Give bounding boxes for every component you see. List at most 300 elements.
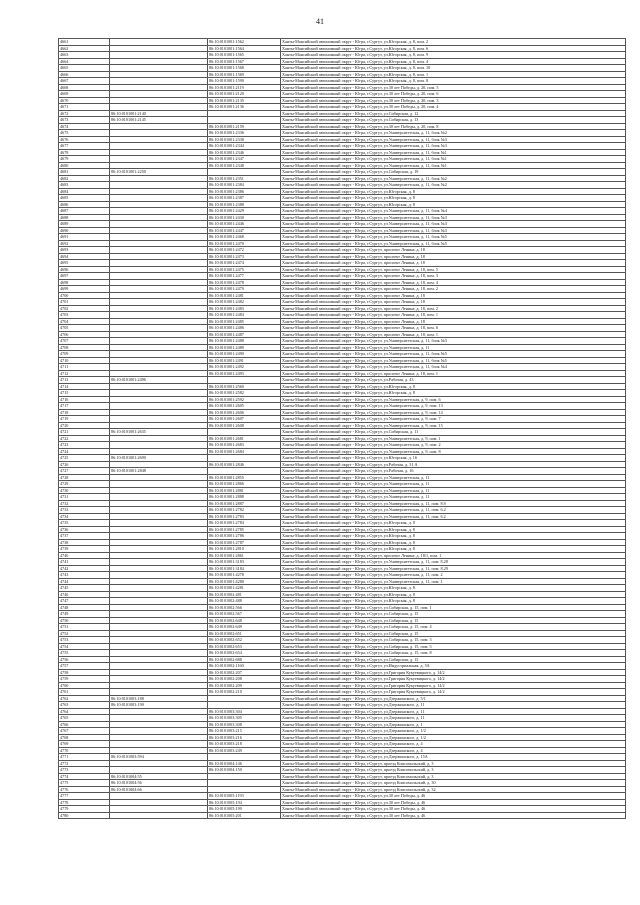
room-cadastral-number: 86:10:0101001:4278 <box>208 572 281 579</box>
row-number: 4726 <box>59 461 110 468</box>
row-number: 4712 <box>59 370 110 377</box>
room-cadastral-number: 86:10:0101001:2484 <box>208 312 281 319</box>
row-number: 4738 <box>59 539 110 546</box>
room-cadastral-number: 86:10:0101001:2784 <box>208 520 281 527</box>
building-cadastral-number: 86:10:0101003:188 <box>110 695 208 702</box>
address: Ханты-Мансийский автономный округ - Югра, г.Сургут, ул.Сибирская, д. 12 <box>281 110 626 117</box>
room-cadastral-number: 86:10:0101001:2388 <box>208 201 281 208</box>
row-number: 4729 <box>59 481 110 488</box>
room-cadastral-number: 86:10:0101001:2881 <box>208 487 281 494</box>
building-cadastral-number: 86:10:0101003:190 <box>110 702 208 709</box>
building-cadastral-number: 86:10:0101001:2848 <box>110 468 208 475</box>
row-number: 4715 <box>59 390 110 397</box>
room-cadastral-number: 86:10:0101001:2487 <box>208 331 281 338</box>
row-number: 4742 <box>59 565 110 572</box>
address: Ханты-Мансийский автономный округ - Югра, г.Сургут, ул.Университетская, д. 11, блок №5 <box>281 357 626 364</box>
building-cadastral-number: 86:10:0101004:56 <box>110 780 208 787</box>
address: Ханты-Мансийский автономный округ - Югра, г.Сургут, ул.Университетская, д. 11, блок №5 <box>281 234 626 241</box>
address: Ханты-Мансийский автономный округ - Югра, г.Сургут, проспект Ленина, д. 18 <box>281 292 626 299</box>
address: Ханты-Мансийский автономный округ - Югра, г.Сургут, ул.Югорская, д. 8 <box>281 591 626 598</box>
room-cadastral-number: 86:10:0101005:199 <box>208 806 281 813</box>
building-cadastral-number: 86:10:0101001:2690 <box>110 455 208 462</box>
row-number: 4761 <box>59 689 110 696</box>
room-cadastral-number: 86:10:0101001:2582 <box>208 390 281 397</box>
address: Ханты-Мансийский автономный округ - Югра, г.Сургут, ул.Университетская, д. 11, блок №5 <box>281 351 626 358</box>
address: Ханты-Мансийский автономный округ - Югра, г.Сургут, ул.Югорская, д. 8 <box>281 188 626 195</box>
room-cadastral-number: 86:10:0101002:648 <box>208 617 281 624</box>
address: Ханты-Мансийский автономный округ - Югра, г.Сургут, ул.Университетская, д. 11, пом. 6.2 <box>281 513 626 520</box>
room-cadastral-number: 86:10:0101001:2786 <box>208 533 281 540</box>
room-cadastral-number: 86:10:0101001:2429 <box>208 208 281 215</box>
address: Ханты-Мансийский автономный округ - Югра, г.Сургут, ул.Рабочая, д. 16 <box>281 468 626 475</box>
row-number: 4716 <box>59 396 110 403</box>
row-number: 4680 <box>59 162 110 169</box>
room-cadastral-number: 86:10:0101001:2810 <box>208 546 281 553</box>
row-number: 4668 <box>59 84 110 91</box>
address: Ханты-Мансийский автономный округ - Югра, г.Сургут, ул.Индустриальная, д. 5А <box>281 663 626 670</box>
row-number: 4670 <box>59 97 110 104</box>
room-cadastral-number: 86:10:0101002:210 <box>208 689 281 696</box>
room-cadastral-number: 86:10:0101001:2493 <box>208 370 281 377</box>
room-cadastral-number: 86:10:0101001:2785 <box>208 526 281 533</box>
row-number: 4771 <box>59 754 110 761</box>
row-number: 4762 <box>59 695 110 702</box>
row-number: 4756 <box>59 656 110 663</box>
room-cadastral-number: 86:10:0101003:305 <box>208 715 281 722</box>
address: Ханты-Мансийский автономный округ - Югра, г.Сургут, ул.Университетская, д. 11, блок №5 <box>281 240 626 247</box>
address: Ханты-Мансийский автономный округ - Югра, г.Сургут, ул.Университетская, д. 11, блок №2 <box>281 175 626 182</box>
room-cadastral-number: 86:10:0101001:2136 <box>208 104 281 111</box>
address: Ханты-Мансийский автономный округ - Югра, г.Сургут, ул.Университетская, д. 11 <box>281 344 626 351</box>
row-number: 4707 <box>59 338 110 345</box>
address: Ханты-Мансийский автономный округ - Югра, г.Сургут, ул.30 лет Победы, д. 20, пом. 8 <box>281 123 626 130</box>
room-cadastral-number: 86:10:0101001:2490 <box>208 351 281 358</box>
address: Ханты-Мансийский автономный округ - Югра, г.Сургут, ул.Югорская, д. 8, пом. 8 <box>281 78 626 85</box>
address: Ханты-Мансийский автономный округ - Югра, г.Сургут, ул.Университетская, д. 9, пом. 7 <box>281 416 626 423</box>
table-row <box>59 812 626 819</box>
row-number: 4770 <box>59 747 110 754</box>
room-cadastral-number: 86:10:0101001:4281 <box>208 585 281 592</box>
row-number: 4780 <box>59 812 110 819</box>
room-cadastral-number: 86:10:0101002:208 <box>208 676 281 683</box>
address: Ханты-Мансийский автономный округ - Югра, г.Сургут, ул.Университетская, д. 11, блок №2 <box>281 182 626 189</box>
room-cadastral-number: 86:10:0101003:304 <box>208 708 281 715</box>
address: Ханты-Мансийский автономный округ - Югра, г.Сургут, проезд Комсомольский, д. 32 <box>281 786 626 793</box>
building-cadastral-number: 86:10:0101004:66 <box>110 786 208 793</box>
address: Ханты-Мансийский автономный округ - Югра, г.Сургут, ул.Дзержинского, д. 1/2 <box>281 728 626 735</box>
address: Ханты-Мансийский автономный округ - Югра, г.Сургут, ул.Дзержинского, д. 1/2 <box>281 734 626 741</box>
address: Ханты-Мансийский автономный округ - Югра, г.Сургут, ул.Сибирская, д. 19 <box>281 169 626 176</box>
row-number: 4696 <box>59 266 110 273</box>
room-cadastral-number: 86:10:0101005:1193 <box>208 793 281 800</box>
address: Ханты-Мансийский автономный округ - Югра, г.Сургут, проспект Ленина, д. 18, пом. 2 <box>281 286 626 293</box>
row-number: 4739 <box>59 546 110 553</box>
room-cadastral-number: 86:10:0101002:653 <box>208 643 281 650</box>
building-cadastral-number: 86:10:0101001:2140 <box>110 110 208 117</box>
room-cadastral-number: 86:10:0101001:2787 <box>208 539 281 546</box>
room-cadastral-number: 86:10:0101001:2474 <box>208 260 281 267</box>
address: Ханты-Мансийский автономный округ - Югра, г.Сургут, ул.Университетская, д. 11, блок №3 <box>281 136 626 143</box>
address: Ханты-Мансийский автономный округ - Югра, г.Сургут, ул.Сибирская, д. 15 <box>281 611 626 618</box>
address: Ханты-Мансийский автономный округ - Югра, г.Сургут, ул.Югорская, д. 8, пом. 1 <box>281 71 626 78</box>
row-number: 4679 <box>59 156 110 163</box>
address: Ханты-Мансийский автономный округ - Югра, г.Сургут, ул.Югорская, д. 8, пом. 9 <box>281 52 626 59</box>
row-number: 4766 <box>59 721 110 728</box>
building-cadastral-number: 86:10:0101001:2496 <box>110 377 208 384</box>
row-number: 4682 <box>59 175 110 182</box>
address: Ханты-Мансийский автономный округ - Югра, г.Сургут, ул.30 лет Победы, д. 20, пом. 4 <box>281 104 626 111</box>
row-number: 4676 <box>59 136 110 143</box>
row-number: 4713 <box>59 377 110 384</box>
row-number: 4734 <box>59 513 110 520</box>
room-cadastral-number: 86:10:0101001:2861 <box>208 552 281 559</box>
room-cadastral-number: 86:10:0101001:2560 <box>208 383 281 390</box>
building-cadastral-number: 86:10:0101001:2145 <box>110 117 208 124</box>
row-number: 4747 <box>59 598 110 605</box>
room-cadastral-number: 86:10:0101002:481 <box>208 591 281 598</box>
address: Ханты-Мансийский автономный округ - Югра, г.Сургут, ул.Университетская, д. 9, пом. 13 <box>281 403 626 410</box>
row-number: 4728 <box>59 474 110 481</box>
row-number: 4693 <box>59 247 110 254</box>
building-cadastral-number: 86:10:0101003:594 <box>110 754 208 761</box>
row-number: 4714 <box>59 383 110 390</box>
row-number: 4760 <box>59 682 110 689</box>
row-number: 4688 <box>59 214 110 221</box>
address: Ханты-Мансийский автономный округ - Югра, г.Сургут, ул.Сибирская, д. 15 <box>281 617 626 624</box>
address: Ханты-Мансийский автономный округ - Югра, г.Сургут, ул.Дзержинского, д. 1 <box>281 721 626 728</box>
row-number: 4671 <box>59 104 110 111</box>
address: Ханты-Мансийский автономный округ - Югра, г.Сургут, ул.Дзержинского, д. 11 <box>281 715 626 722</box>
row-number: 4700 <box>59 292 110 299</box>
row-number: 4774 <box>59 773 110 780</box>
room-cadastral-number: 86:10:0101001:2607 <box>208 416 281 423</box>
row-number: 4769 <box>59 741 110 748</box>
room-cadastral-number: 86:10:0101001:2592 <box>208 396 281 403</box>
room-cadastral-number: 86:10:0101002:652 <box>208 637 281 644</box>
room-cadastral-number: 86:10:0101001:2681 <box>208 435 281 442</box>
address: Ханты-Мансийский автономный округ - Югра, г.Сургут, ул.Университетская, д. 11 <box>281 481 626 488</box>
row-number: 4719 <box>59 416 110 423</box>
address: Ханты-Мансийский автономный округ - Югра, г.Сургут, ул.Университетская, д. 11 <box>281 474 626 481</box>
row-number: 4778 <box>59 799 110 806</box>
address: Ханты-Мансийский автономный округ - Югра, г.Сургут, проезд Комсомольский, д. 3 <box>281 767 626 774</box>
room-cadastral-number: 86:10:0101001:2472 <box>208 247 281 254</box>
room-cadastral-number: 86:10:0101001:2478 <box>208 279 281 286</box>
room-cadastral-number: 86:10:0101001:2473 <box>208 253 281 260</box>
address: Ханты-Мансийский автономный округ - Югра, г.Сургут, проспект Ленина, д. 18, пом. 1 <box>281 331 626 338</box>
row-number: 4683 <box>59 182 110 189</box>
row-number: 4736 <box>59 526 110 533</box>
row-number: 4748 <box>59 604 110 611</box>
room-cadastral-number: 86:10:0101001:2855 <box>208 474 281 481</box>
address: Ханты-Мансийский автономный округ - Югра, г.Сургут, ул.Югорская, д. 8 <box>281 195 626 202</box>
room-cadastral-number: 86:10:0101001:2470 <box>208 240 281 247</box>
address: Ханты-Мансийский автономный округ - Югра, г.Сургут, проспект Ленина, д. 18 <box>281 247 626 254</box>
room-cadastral-number: 86:10:0101001:2468 <box>208 234 281 241</box>
address: Ханты-Мансийский автономный округ - Югра, г.Сургут, ул.Григория Кукуевицкого, д. 14/2 <box>281 682 626 689</box>
row-number: 4744 <box>59 578 110 585</box>
row-number: 4695 <box>59 260 110 267</box>
row-number: 4750 <box>59 617 110 624</box>
room-cadastral-number: 86:10:0101001:2135 <box>208 97 281 104</box>
row-number: 4768 <box>59 734 110 741</box>
register-body <box>59 39 626 819</box>
address: Ханты-Мансийский автономный округ - Югра, г.Сургут, ул.30 лет Победы, д. 46 <box>281 806 626 813</box>
address: Ханты-Мансийский автономный округ - Югра, г.Сургут, ул.Сибирская, д. 15 <box>281 630 626 637</box>
room-cadastral-number: 86:10:0101003:249 <box>208 747 281 754</box>
row-number: 4751 <box>59 624 110 631</box>
address: Ханты-Мансийский автономный округ - Югра, г.Сургут, ул.Сибирская, д. 15, пом. 5 <box>281 643 626 650</box>
row-number: 4708 <box>59 344 110 351</box>
room-cadastral-number: 86:10:0101001:2481 <box>208 292 281 299</box>
address: Ханты-Мансийский автономный округ - Югра, г.Сургут, ул.30 лет Победы, д. 20, пом. 5 <box>281 84 626 91</box>
room-cadastral-number: 86:10:0101001:2348 <box>208 162 281 169</box>
row-number: 4701 <box>59 299 110 306</box>
row-number: 4755 <box>59 650 110 657</box>
row-number: 4702 <box>59 305 110 312</box>
address: Ханты-Мансийский автономный округ - Югра, г.Сургут, проспект Ленина, д. 18, пом. 5 <box>281 266 626 273</box>
room-cadastral-number: 86:10:0101002:1160 <box>208 663 281 670</box>
room-cadastral-number: 86:10:0101003:308 <box>208 721 281 728</box>
row-number: 4661 <box>59 39 110 46</box>
room-cadastral-number: 86:10:0101001:1565 <box>208 52 281 59</box>
address: Ханты-Мансийский автономный округ - Югра, г.Сургут, проспект Ленина, д. 18 <box>281 318 626 325</box>
row-number: 4763 <box>59 702 110 709</box>
address: Ханты-Мансийский автономный округ - Югра, г.Сургут, ул.Григория Кукуевицкого, д. 14/2 <box>281 669 626 676</box>
room-cadastral-number: 86:10:0101001:2477 <box>208 273 281 280</box>
row-number: 4706 <box>59 331 110 338</box>
row-number: 4757 <box>59 663 110 670</box>
address: Ханты-Мансийский автономный округ - Югра, г.Сургут, ул.Григория Кукуевицкого, д. 14/2 <box>281 689 626 696</box>
address: Ханты-Мансийский автономный округ - Югра, г.Сургут, проспект Ленина, д. 18 <box>281 253 626 260</box>
row-number: 4776 <box>59 786 110 793</box>
room-cadastral-number: 86:10:0101001:2120 <box>208 91 281 98</box>
room-cadastral-number: 86:10:0101001:2846 <box>208 461 281 468</box>
address: Ханты-Мансийский автономный округ - Югра, г.Сургут, проспект Ленина, д. 18, пом. 4 <box>281 279 626 286</box>
address: Ханты-Мансийский автономный округ - Югра, г.Сургут, ул.Дзержинского, д. 5/1 <box>281 695 626 702</box>
room-cadastral-number: 86:10:0101001:2119 <box>208 84 281 91</box>
row-number: 4749 <box>59 611 110 618</box>
row-number: 4667 <box>59 78 110 85</box>
address: Ханты-Мансийский автономный округ - Югра, г.Сургут, ул.Сибирская, д. 13 <box>281 117 626 124</box>
room-cadastral-number: 86:10:0101005:194 <box>208 799 281 806</box>
page-number: 41 <box>316 17 324 26</box>
address: Ханты-Мансийский автономный округ - Югра, г.Сургут, ул.Университетская, д. 11, блок №3 <box>281 338 626 345</box>
row-number: 4752 <box>59 630 110 637</box>
row-number: 4735 <box>59 520 110 527</box>
room-cadastral-number: 86:10:0101002:567 <box>208 611 281 618</box>
address: Ханты-Мансийский автономный округ - Югра, г.Сургут, ул.Университетская, д. 11, блок №1 <box>281 156 626 163</box>
room-cadastral-number: 86:10:0101001:2888 <box>208 494 281 501</box>
room-cadastral-number: 86:10:0101001:2344 <box>208 143 281 150</box>
row-number: 4684 <box>59 188 110 195</box>
address: Ханты-Мансийский автономный округ - Югра, г.Сургут, ул.Университетская, д. 11, блок №1 <box>281 149 626 156</box>
room-cadastral-number: 86:10:0101001:2486 <box>208 325 281 332</box>
address: Ханты-Мансийский автономный округ - Югра, г.Сургут, ул.Университетская, д. 11, пом. 8.29 <box>281 565 626 572</box>
row-number: 4691 <box>59 234 110 241</box>
row-number: 4669 <box>59 91 110 98</box>
address: Ханты-Мансийский автономный округ - Югра, г.Сургут, ул.Сибирская, д. 11 <box>281 429 626 436</box>
address: Ханты-Мансийский автономный округ - Югра, г.Сургут, ул.Университетская, д. 11, блок №3 <box>281 221 626 228</box>
address: Ханты-Мансийский автономный округ - Югра, г.Сургут, ул.Дзержинского, д. 4 <box>281 741 626 748</box>
address: Ханты-Мансийский автономный округ - Югра, г.Сургут, ул.Югорская, д. 8 <box>281 390 626 397</box>
row-number: 4705 <box>59 325 110 332</box>
room-cadastral-number: 86:10:0101001:2482 <box>208 299 281 306</box>
row-number: 4746 <box>59 591 110 598</box>
room-cadastral-number: 86:10:0101001:2491 <box>208 357 281 364</box>
row-number: 4698 <box>59 279 110 286</box>
address: Ханты-Мансийский автономный округ - Югра, г.Сургут, ул.Университетская, д. 11, пом. 1 <box>281 578 626 585</box>
row-number: 4759 <box>59 676 110 683</box>
room-cadastral-number: 86:10:0101001:2336 <box>208 130 281 137</box>
row-number: 4666 <box>59 71 110 78</box>
room-cadastral-number: 86:10:0101001:2684 <box>208 448 281 455</box>
row-number: 4745 <box>59 585 110 592</box>
row-number: 4731 <box>59 494 110 501</box>
address: Ханты-Мансийский автономный округ - Югра, г.Сургут, проспект Ленина, д. 18, пом. 6 <box>281 325 626 332</box>
room-cadastral-number: 86:10:0101003:216 <box>208 734 281 741</box>
row-number: 4690 <box>59 227 110 234</box>
room-cadastral-number: 86:10:0101004:146 <box>208 760 281 767</box>
row-number: 4741 <box>59 559 110 566</box>
address: Ханты-Мансийский автономный округ - Югра, г.Сургут, ул.Университетская, д. 9, пом. 14 <box>281 409 626 416</box>
row-number: 4672 <box>59 110 110 117</box>
address: Ханты-Мансийский автономный округ - Югра, г.Сургут, ул.Югорская, д. 8 <box>281 201 626 208</box>
row-number: 4775 <box>59 780 110 787</box>
room-cadastral-number: 86:10:0101001:2346 <box>208 149 281 156</box>
row-number: 4689 <box>59 221 110 228</box>
room-cadastral-number: 86:10:0101002:207 <box>208 669 281 676</box>
building-cadastral-number <box>110 812 208 819</box>
address: Ханты-Мансийский автономный округ - Югра, г.Сургут, ул.Сибирская, д. 15, пом. 8 <box>281 650 626 657</box>
row-number: 4663 <box>59 52 110 59</box>
row-number: 4685 <box>59 195 110 202</box>
address: Ханты-Мансийский автономный округ - Югра, г.Сургут, ул.Дзержинского, д. 11 <box>281 702 626 709</box>
address: Ханты-Мансийский автономный округ - Югра, г.Сургут, проспект Ленина, д. 18, пом. 3 <box>281 273 626 280</box>
address: Ханты-Мансийский автономный округ - Югра, г.Сургут, ул.Университетская, д. 11, блок №3 <box>281 214 626 221</box>
room-cadastral-number: 86:10:0101001:2683 <box>208 442 281 449</box>
room-cadastral-number: 86:10:0101001:3184 <box>208 565 281 572</box>
row-number: 4727 <box>59 468 110 475</box>
row-number: 4743 <box>59 572 110 579</box>
address: Ханты-Мансийский автономный округ - Югра, г.Сургут, ул.Югорская, д. 8 <box>281 598 626 605</box>
room-cadastral-number: 86:10:0101001:2605 <box>208 403 281 410</box>
row-number: 4740 <box>59 552 110 559</box>
address: Ханты-Мансийский автономный округ - Югра, г.Сургут, ул.Югорская, д. 8 <box>281 520 626 527</box>
address: Ханты-Мансийский автономный округ - Югра, г.Сургут, ул.Университетская, д. 11, пом. 8.9 <box>281 500 626 507</box>
address: Ханты-Мансийский автономный округ - Югра, г.Сургут, ул.Югорская, д. 8 <box>281 539 626 546</box>
row-number: 4730 <box>59 487 110 494</box>
row-number: 4732 <box>59 500 110 507</box>
row-number: 4673 <box>59 117 110 124</box>
row-number: 4694 <box>59 253 110 260</box>
row-number: 4777 <box>59 793 110 800</box>
room-cadastral-number: 86:10:0101001:1568 <box>208 65 281 72</box>
row-number: 4709 <box>59 351 110 358</box>
row-number: 4722 <box>59 435 110 442</box>
room-cadastral-number: 86:10:0101002:209 <box>208 682 281 689</box>
address: Ханты-Мансийский автономный округ - Югра, г.Сургут, ул.30 лет Победы, д. 20, пом. 6 <box>281 91 626 98</box>
address: Ханты-Мансийский автономный округ - Югра, г.Сургут, проезд Комсомольский, д. 3 <box>281 760 626 767</box>
address: Ханты-Мансийский автономный округ - Югра, г.Сургут, ул.Сибирская, д. 15, пом. 1 <box>281 604 626 611</box>
address: Ханты-Мансийский автономный округ - Югра, г.Сургут, ул.Университетская, д. 9, пом. 6 <box>281 396 626 403</box>
address: Ханты-Мансийский автономный округ - Югра, г.Сургут, ул.Университетская, д. 11, блок №3 <box>281 227 626 234</box>
address: Ханты-Мансийский автономный округ - Югра, г.Сургут, ул.Университетская, д. 9, пом. 15 <box>281 422 626 429</box>
room-cadastral-number: 86:10:0101001:2384 <box>208 182 281 189</box>
row-number: 4717 <box>59 403 110 410</box>
room-cadastral-number: 86:10:0101001:2430 <box>208 214 281 221</box>
address: Ханты-Мансийский автономный округ - Югра, г.Сургут, проезд Комсомольский, д. 3 <box>281 773 626 780</box>
room-cadastral-number: 86:10:0101002:688 <box>208 656 281 663</box>
row-number: 4737 <box>59 533 110 540</box>
row-number: 4699 <box>59 286 110 293</box>
address: Ханты-Мансийский автономный округ - Югра, г.Сургут, проезд Комсомольский, д. 30 <box>281 780 626 787</box>
row-number: 4765 <box>59 715 110 722</box>
address: Ханты-Мансийский автономный округ - Югра, г.Сургут, ул.Университетская, д. 11, блок №4 <box>281 208 626 215</box>
address: Ханты-Мансийский автономный округ - Югра, г.Сургут, ул.Университетская, д. 11, блок №3 <box>281 143 626 150</box>
address: Ханты-Мансийский автономный округ - Югра, г.Сургут, ул.Югорская, д. 8, пом. 6 <box>281 45 626 52</box>
address: Ханты-Мансийский автономный округ - Югра, г.Сургут, ул.Рабочая, д. 43 <box>281 377 626 384</box>
room-cadastral-number: 86:10:0101001:2887 <box>208 500 281 507</box>
address: Ханты-Мансийский автономный округ - Югра, г.Сургут, ул.Дзержинского, д. 11 <box>281 708 626 715</box>
address: Ханты-Мансийский автономный округ - Югра, г.Сургут, ул.30 лет Победы, д. 20, пом. 3 <box>281 97 626 104</box>
address: Ханты-Мансийский автономный округ - Югра, г.Сургут, ул.Дзержинского, д. 15А <box>281 754 626 761</box>
room-cadastral-number: 86:10:0101001:2606 <box>208 409 281 416</box>
address: Ханты-Мансийский автономный округ - Югра, г.Сургут, ул.Сибирская, д. 15, пом. 3 <box>281 637 626 644</box>
row-number: 4687 <box>59 208 110 215</box>
address: Ханты-Мансийский автономный округ - Югра, г.Сургут, ул.30 лет Победы, д. 46 <box>281 812 626 819</box>
room-cadastral-number: 86:10:0101001:2492 <box>208 364 281 371</box>
room-cadastral-number: 86:10:0101003:215 <box>208 728 281 735</box>
room-cadastral-number: 86:10:0101001:2159 <box>208 123 281 130</box>
row-number: 4703 <box>59 312 110 319</box>
address: Ханты-Мансийский автономный округ - Югра, г.Сургут, ул.Университетская, д. 9, пом. 1 <box>281 435 626 442</box>
room-cadastral-number: 86:10:0101002:651 <box>208 630 281 637</box>
room-cadastral-number: 86:10:0101001:2483 <box>208 305 281 312</box>
room-cadastral-number: 86:10:0101001:2866 <box>208 481 281 488</box>
row-number: 4711 <box>59 364 110 371</box>
row-number: 4723 <box>59 442 110 449</box>
property-register-table <box>58 38 626 819</box>
address: Ханты-Мансийский автономный округ - Югра, г.Сургут, ул.Университетская, д. 11, пом. 6.2 <box>281 507 626 514</box>
building-cadastral-number: 86:10:0101004:55 <box>110 773 208 780</box>
room-cadastral-number: 86:10:0101002:649 <box>208 624 281 631</box>
room-cadastral-number: 86:10:0101001:2347 <box>208 156 281 163</box>
row-number: 4675 <box>59 130 110 137</box>
address: Ханты-Мансийский автономный округ - Югра, г.Сургут, ул.Дзержинского, д. 4 <box>281 747 626 754</box>
row-number: 4718 <box>59 409 110 416</box>
address: Ханты-Мансийский автономный округ - Югра, г.Сургут, проспект Ленина, д. 18, пом. 1 <box>281 312 626 319</box>
row-number: 4758 <box>59 669 110 676</box>
row-number: 4697 <box>59 273 110 280</box>
room-cadastral-number: 86:10:0101004:150 <box>208 767 281 774</box>
address: Ханты-Мансийский автономный округ - Югра, г.Сургут, проспект Ленина, д. 18, пом. 2 <box>281 305 626 312</box>
address: Ханты-Мансийский автономный округ - Югра, г.Сургут, ул.Югорская, д. 8, пом. 4 <box>281 58 626 65</box>
row-number: 4662 <box>59 45 110 52</box>
row-number: 4721 <box>59 429 110 436</box>
address: Ханты-Мансийский автономный округ - Югра, г.Сургут, ул.Университетская, д. 11 <box>281 494 626 501</box>
room-cadastral-number: 86:10:0101001:2447 <box>208 227 281 234</box>
row-number: 4767 <box>59 728 110 735</box>
row-number: 4665 <box>59 65 110 72</box>
building-cadastral-number: 86:10:0101001:2635 <box>110 429 208 436</box>
room-cadastral-number: 86:10:0101001:3183 <box>208 559 281 566</box>
row-number: 4674 <box>59 123 110 130</box>
room-cadastral-number: 86:10:0101003:218 <box>208 741 281 748</box>
room-cadastral-number: 86:10:0101001:2387 <box>208 195 281 202</box>
address: Ханты-Мансийский автономный округ - Югра, г.Сургут, ул.Югорская, д. 8 <box>281 585 626 592</box>
room-cadastral-number: 86:10:0101001:1564 <box>208 45 281 52</box>
